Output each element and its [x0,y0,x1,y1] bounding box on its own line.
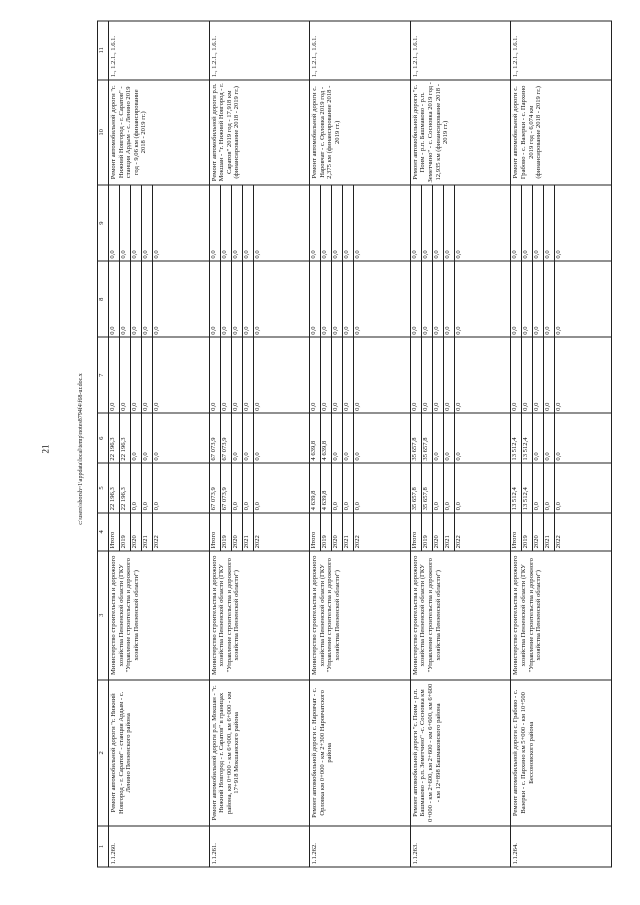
row-col5-line: 0,0 [242,464,253,513]
row-col5-line: 0,0 [332,464,343,513]
row-organization: Министерство строительства и дорожного хозяйства Пензенской области (ГКУ "Управление строительства и дорожного хозяйства Пензенской области") [109,551,210,680]
row-col9-line: 0,0 [210,186,221,261]
row-years-line: 2019 [120,513,131,550]
row-years [310,513,411,551]
row-col8-line: 0,0 [421,262,432,337]
row-col6-line: 0,0 [242,414,253,463]
row-years-line: 2022 [153,535,160,549]
row-col8-line: 0,0 [533,262,544,337]
row-col8-line: 0,0 [321,262,332,337]
row-col7-line: 0,0 [454,402,462,411]
row-col5-line: 0,0 [354,502,362,511]
row-col8-line: 0,0 [332,262,343,337]
row-col5-line: 0,0 [142,464,153,513]
row-indicators: 1., 1.2.1., 1.6.1. [410,21,511,80]
row-col6-line: 22 196,3 [109,414,120,463]
column-header-5: 5 [98,463,109,513]
row-code: 1.1.262. [310,826,411,867]
row-col9-line: 0,0 [443,186,454,261]
row-col6-line: 0,0 [231,414,242,463]
row-col9-line: 0,0 [321,186,332,261]
row-col8-line: 0,0 [242,262,253,337]
row-code: 1.1.264. [511,826,612,867]
row-col7-line: 0,0 [153,402,160,411]
row-indicators: 1., 1.2.1., 1.6.1. [109,21,210,80]
row-col5-line: 0,0 [432,464,443,513]
row-col8 [109,261,210,337]
table-body [109,21,612,867]
row-col7-line: 0,0 [511,338,522,413]
row-col5-line: 4 639,8 [321,464,332,513]
row-col5-line: 13 512,4 [511,464,522,513]
row-years [511,513,612,551]
row-col6-line: 22 196,3 [120,414,131,463]
table-row [209,21,310,867]
row-years-line: 2021 [343,513,354,550]
row-col7-line: 0,0 [533,338,544,413]
row-col8-line: 0,0 [231,262,242,337]
row-years-line: Итого [109,513,120,550]
row-result: Ремонт автомобильной дороги с. Наровчат - с. Орловка 2019 год - 2,375 км (финансирование 2018 - 2019 гг.) [310,80,411,185]
row-col6-line: 0,0 [253,452,261,461]
row-col7-line: 0,0 [421,338,432,413]
row-col8 [310,261,411,337]
row-col5-line: 67 073,9 [210,464,221,513]
row-col9-line: 0,0 [332,186,343,261]
row-col6 [209,413,310,463]
row-col9-line: 0,0 [131,186,142,261]
row-col7-line: 0,0 [555,402,563,411]
row-col9-line: 0,0 [421,186,432,261]
row-col6-line: 0,0 [432,414,443,463]
row-col9 [209,185,310,261]
row-years-line: 2022 [253,535,261,549]
row-result: Ремонт автомобильной дороги с. Грабово - с. Вазерки - с. Пархино 2019 год - 6,074 км (финансирование 2018 - 2019 гг.) [511,80,612,185]
row-col7-line: 0,0 [131,338,142,413]
row-years-line: Итого [511,513,522,550]
row-col8-line: 0,0 [354,326,362,335]
row-col5 [109,463,210,513]
table-row [310,21,411,867]
row-col9-line: 0,0 [253,250,261,259]
row-col8-line: 0,0 [522,262,533,337]
row-col5-line: 0,0 [231,464,242,513]
table-row [511,21,612,867]
row-col7 [310,337,411,413]
row-col7-line: 0,0 [332,338,343,413]
row-years [410,513,511,551]
row-col9-line: 0,0 [432,186,443,261]
row-col9-line: 0,0 [511,186,522,261]
row-organization: Министерство строительства и дорожного хозяйства Пензенской области (ГКУ "Управление строительства и дорожного хозяйства Пензенской области") [410,551,511,680]
row-years-line: 2020 [131,513,142,550]
row-col7-line: 0,0 [120,338,131,413]
row-col9-line: 0,0 [343,186,354,261]
row-col7-line: 0,0 [354,402,362,411]
row-col6-line: 0,0 [533,414,544,463]
row-col8-line: 0,0 [511,262,522,337]
row-col8 [511,261,612,337]
row-col7-line: 0,0 [242,338,253,413]
row-col5-line: 0,0 [253,502,261,511]
row-col5 [511,463,612,513]
row-col6 [310,413,411,463]
column-header-11: 11 [98,21,109,80]
row-col7-line: 0,0 [220,338,231,413]
row-col9-line: 0,0 [544,186,555,261]
row-col5-line: 22 196,3 [120,464,131,513]
row-col7-line: 0,0 [411,338,422,413]
row-col6-line: 67 073,9 [210,414,221,463]
row-col5-line: 0,0 [153,502,160,511]
row-years-line: 2019 [220,513,231,550]
row-col6-line: 67 073,9 [220,414,231,463]
row-years-line: 2022 [555,535,563,549]
row-col6-line: 35 657,8 [421,414,432,463]
row-result: Ремонт автомобильной дороги "г. Нижний Новгород - г. Саратов" - станция Ардым - с. Ленино 2019 год - 9,06 км (финансирование 2018 - 2019 гг.) [109,80,210,185]
row-years-line: 2020 [432,513,443,550]
row-col6-line: 0,0 [343,414,354,463]
row-col5-line: 0,0 [343,464,354,513]
row-code: 1.1.261. [209,826,310,867]
row-col9-line: 0,0 [454,250,462,259]
footer-file-path: c:\users\sborsh~1\appdata\local\temp\notes8794f4\f68-ur.doc.x [78,373,84,525]
row-col8-line: 0,0 [131,262,142,337]
row-years-line: Итого [210,513,221,550]
row-col5 [209,463,310,513]
row-col8-line: 0,0 [544,262,555,337]
row-col5-line: 22 196,3 [109,464,120,513]
row-col7-line: 0,0 [210,338,221,413]
row-col6-line: 0,0 [332,414,343,463]
row-col7-line: 0,0 [310,338,321,413]
row-col8-line: 0,0 [555,326,563,335]
row-col9-line: 0,0 [533,186,544,261]
row-years-line: 2021 [242,513,253,550]
row-col7-line: 0,0 [231,338,242,413]
row-col8-line: 0,0 [310,262,321,337]
row-years [109,513,210,551]
row-col5-line: 0,0 [544,464,555,513]
row-name: Ремонт автомобильной дороги с. Наровчат - с. Орловка км 0+000 - км 2+300 Наровчатского района [310,680,411,826]
row-col7-line: 0,0 [142,338,153,413]
row-col5-line: 13 512,4 [522,464,533,513]
row-col8-line: 0,0 [411,262,422,337]
row-col6-line: 0,0 [131,414,142,463]
row-col9-line: 0,0 [153,250,160,259]
row-col8-line: 0,0 [109,262,120,337]
row-years-line: 2019 [321,513,332,550]
row-col7 [109,337,210,413]
row-col9 [109,185,210,261]
row-col5-line: 35 657,8 [411,464,422,513]
row-name: Ремонт автомобильной дороги р.п. Мокшан - "г. Нижний Новгород - г. Саратов" в границах района, км 0+000 - км 6+000, км 6+000 - км 17+918 Мокшанского района [209,680,310,826]
row-col8 [209,261,310,337]
row-years-line: 2021 [443,513,454,550]
row-col9-line: 0,0 [220,186,231,261]
row-col5 [410,463,511,513]
row-col9-line: 0,0 [120,186,131,261]
row-col6-line: 0,0 [142,414,153,463]
row-col6-line: 4 639,8 [310,414,321,463]
row-col5-line: 67 073,9 [220,464,231,513]
row-col6-line: 0,0 [153,452,160,461]
row-col6-line: 13 512,4 [522,414,533,463]
row-years-line: 2019 [421,513,432,550]
row-col6-line: 0,0 [443,414,454,463]
row-organization: Министерство строительства и дорожного хозяйства Пензенской области (ГКУ "Управление строительства и дорожного хозяйства Пензенской области") [310,551,411,680]
row-result: Ремонт автомобильной дороги "с. Поим - р.п. Башмаково - р.п. Земетчино" - с. Сосновка 2019 год - 12,935 км (финансирование 2018 - 2019 гг.) [410,80,511,185]
row-indicators: 1., 1.2.1., 1.6.1. [209,21,310,80]
row-col7-line: 0,0 [109,338,120,413]
row-col6-line: 0,0 [544,414,555,463]
row-col6-line: 0,0 [354,452,362,461]
row-col9-line: 0,0 [354,250,362,259]
row-col8-line: 0,0 [120,262,131,337]
row-col8-line: 0,0 [432,262,443,337]
row-col9-line: 0,0 [522,186,533,261]
row-col9-line: 0,0 [242,186,253,261]
row-years-line: 2020 [533,513,544,550]
row-name: Ремонт автомобильной дороги "г. Нижний Новгород - г. Саратов" - станция Ардым - с. Ленино Пензенского района [109,680,210,826]
row-col7 [209,337,310,413]
row-col9-line: 0,0 [109,186,120,261]
row-col9 [410,185,511,261]
row-col6-line: 35 657,8 [411,414,422,463]
row-col9 [511,185,612,261]
row-years-line: 2019 [522,513,533,550]
row-col8-line: 0,0 [210,262,221,337]
page-number: 21 [40,444,51,454]
program-table [97,21,612,868]
row-col5-line: 4 639,8 [310,464,321,513]
row-organization: Министерство строительства и дорожного хозяйства Пензенской области (ГКУ "Управление строительства и дорожного хозяйства Пензенской области") [511,551,612,680]
table-row [410,21,511,867]
row-years-line: 2020 [231,513,242,550]
row-col7-line: 0,0 [321,338,332,413]
row-name: Ремонт автомобильной дороги "с. Поим - р.п. Башмаково - р.п. Земетчино" -с. Сосновка км 0+000 - км 2+600, км 2+600 - км 6+600, км 6+600 - км 12+898 Башмаковского района [410,680,511,826]
row-col7-line: 0,0 [432,338,443,413]
rotated-table-container [97,21,612,868]
row-col5-line: 0,0 [454,502,462,511]
row-col8-line: 0,0 [220,262,231,337]
row-col8-line: 0,0 [443,262,454,337]
row-years-line: 2021 [142,513,153,550]
row-col5-line: 0,0 [131,464,142,513]
row-col5-line: 0,0 [443,464,454,513]
row-col6-line: 0,0 [454,452,462,461]
row-code: 1.1.263. [410,826,511,867]
table-row [109,21,210,867]
column-header-8: 8 [98,261,109,337]
row-col9-line: 0,0 [142,186,153,261]
row-col5-line: 35 657,8 [421,464,432,513]
column-header-2: 2 [98,680,109,826]
row-col8 [410,261,511,337]
row-years-line: Итого [411,513,422,550]
row-col8-line: 0,0 [153,326,160,335]
column-header-1: 1 [98,826,109,867]
column-header-7: 7 [98,337,109,413]
row-years-line: 2021 [544,513,555,550]
row-col8-line: 0,0 [142,262,153,337]
row-years [209,513,310,551]
row-col6-line: 13 512,4 [511,414,522,463]
row-col9-line: 0,0 [310,186,321,261]
row-organization: Министерство строительства и дорожного хозяйства Пензенской области (ГКУ "Управление строительства и дорожного хозяйства Пензенской области") [209,551,310,680]
row-col6 [109,413,210,463]
row-col7-line: 0,0 [522,338,533,413]
row-col7-line: 0,0 [443,338,454,413]
column-header-6: 6 [98,413,109,463]
column-header-9: 9 [98,185,109,261]
row-col9-line: 0,0 [555,250,563,259]
row-result: Ремонт автомобильной дороги р.п. Мокшан - "г. Нижний Новгород - г. Саратов" 2019 год - 17,918 км (финансирование 2018 - 2019 гг.) [209,80,310,185]
row-years-line: 2020 [332,513,343,550]
column-header-4: 4 [98,513,109,551]
row-years-line: 2022 [454,535,462,549]
header-row [98,21,109,867]
row-col9 [310,185,411,261]
row-col9-line: 0,0 [411,186,422,261]
row-col7-line: 0,0 [343,338,354,413]
row-col7-line: 0,0 [544,338,555,413]
row-col7 [410,337,511,413]
row-name: Ремонт автомобильной дороги с. Грабово - с. Вазерки - с. Пархино км 5+000 - км 10+500 Бессоновского района [511,680,612,826]
row-indicators: 1., 1.2.1., 1.6.1. [310,21,411,80]
row-col5 [310,463,411,513]
row-col8-line: 0,0 [343,262,354,337]
row-years-line: Итого [310,513,321,550]
column-header-3: 3 [98,551,109,680]
row-years-line: 2022 [354,535,362,549]
column-header-10: 10 [98,80,109,185]
row-indicators: 1., 1.2.1., 1.6.1. [511,21,612,80]
row-col6 [511,413,612,463]
row-code: 1.1.260. [109,826,210,867]
row-col9-line: 0,0 [231,186,242,261]
row-col8-line: 0,0 [454,326,462,335]
row-col8-line: 0,0 [253,326,261,335]
row-col5-line: 0,0 [555,502,563,511]
row-col5-line: 0,0 [533,464,544,513]
row-col6 [410,413,511,463]
row-col6-line: 4 639,8 [321,414,332,463]
row-col6-line: 0,0 [555,452,563,461]
row-col7-line: 0,0 [253,402,261,411]
row-col7 [511,337,612,413]
